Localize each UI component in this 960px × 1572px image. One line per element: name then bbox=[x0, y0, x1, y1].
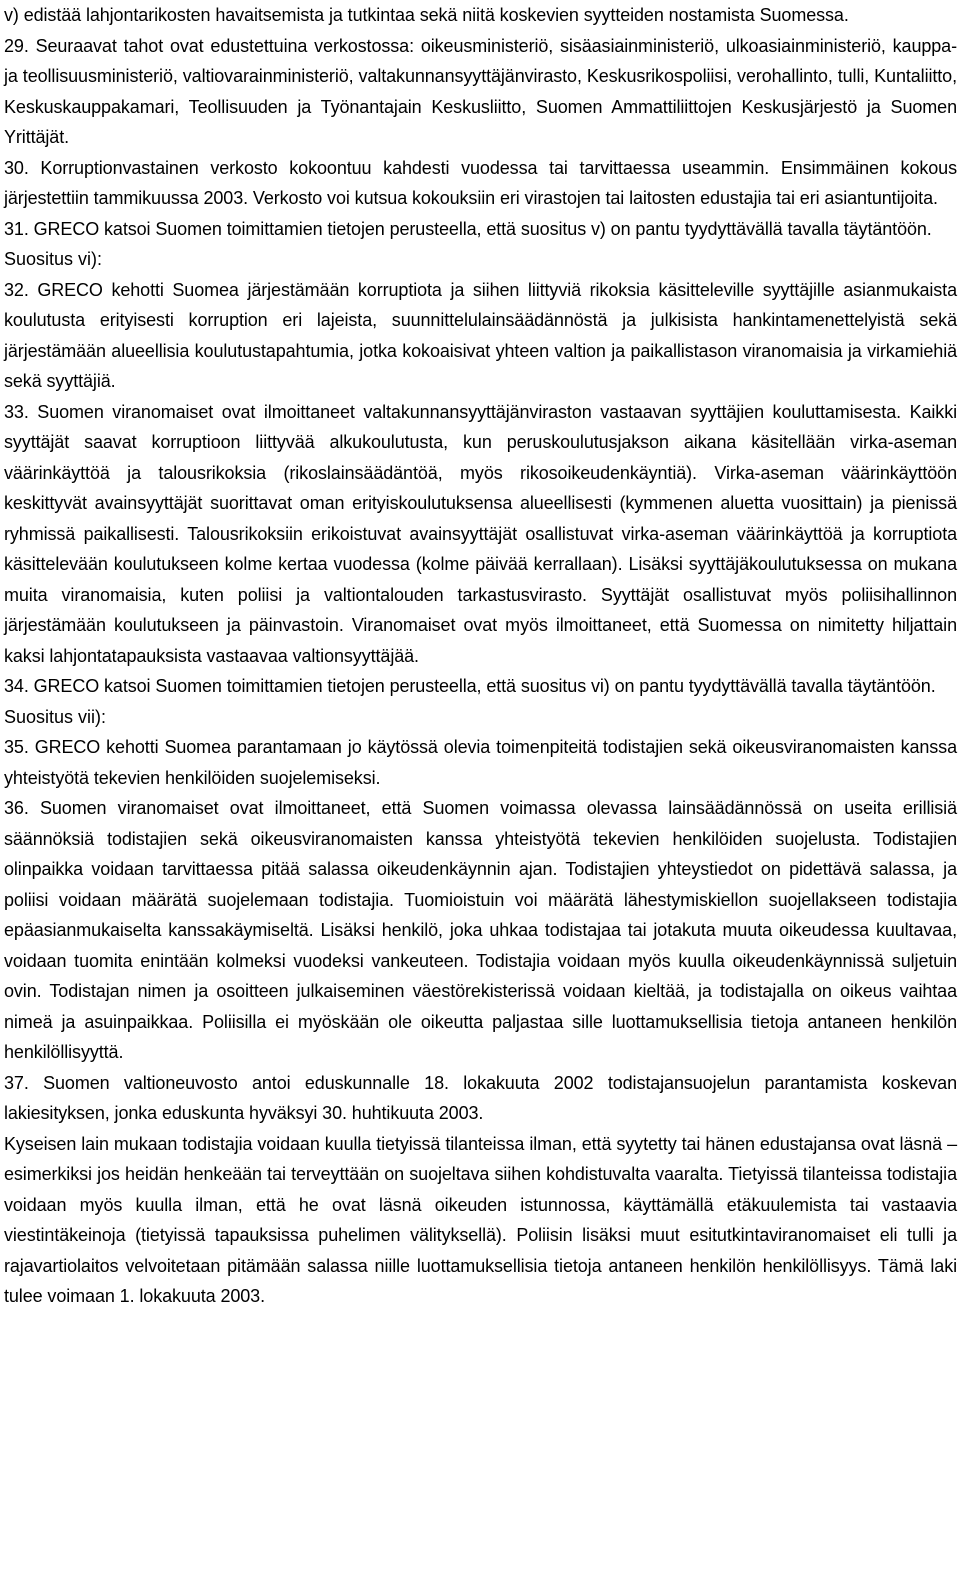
paragraph-36: 36. Suomen viranomaiset ovat ilmoittaneet, että Suomen voimassa olevassa lainsäädännössä on useita erillisiä säännöksiä todistajien sekä oikeusviranomaisten kanssa yhteistyötä tekevien henkilöiden suojelusta. Todistajien olinpaikka voidaan tarvittaessa pitää salassa oikeudenkäynnin ajan. Todistajien yhteystiedot on pidettävä salassa, ja poliisi voidaan määrätä suojelemaan todistajia. Tuomioistuin voi määrätä lähestymiskiellon suojellakseen todistajia epäasianmukaiselta kanssakäymiseltä. Lisäksi henkilö, joka uhkaa todistajaa tai jotakuta muuta oikeudessa kuultavaa, voidaan tuomita enintään kolmeksi vuodeksi vankeuteen. Todistajia voidaan myös kuulla oikeudenkäynnissä suljetuin ovin. Todistajan nimen ja osoitteen julkaiseminen väestörekisterissä voidaan kieltää, ja todistajalla on oikeus vaihtaa nimeä ja asuinpaikkaa. Poliisilla ei myöskään ole oikeutta paljastaa sille luottamuksellisia tietoja antaneen henkilön henkilöllisyyttä. bbox=[4, 798, 957, 1062]
paragraph-law-details: Kyseisen lain mukaan todistajia voidaan kuulla tietyissä tilanteissa ilman, että syytetty tai hänen edustajansa ovat läsnä – esimerkiksi jos heidän henkeään tai terveyttään on suojeltava siihen kohdistuvalta vaaralta. Tietyissä tilanteissa todistajia voidaan myös kuulla ilman, että he ovat läsnä oikeuden istunnossa, käyttämällä etäkuulemista tai vastaavia viestintäkeinoja (tietyissä tapauksissa puhelimen välityksellä). Poliisin lisäksi muut esitutkintaviranomaiset eli tulli ja rajavartiolaitos velvoitetaan pitämään salassa niille luottamuksellisia tietoja antaneen henkilön henkilöllisyys. Tämä laki tulee voimaan 1. lokakuuta 2003. bbox=[4, 1133, 957, 1306]
heading-recommendation-vii: Suositus vii): bbox=[4, 706, 107, 727]
heading-recommendation-vi: Suositus vi): bbox=[4, 249, 103, 269]
paragraph-35: 35. GRECO kehotti Suomea parantamaan jo käytössä olevia toimenpiteitä todistajien sekä oikeusviranomaisten kanssa yhteistyötä tekevien henkilöiden suojelemiseksi. bbox=[4, 737, 957, 788]
paragraph-34: 34. GRECO katsoi Suomen toimittamien tietojen perusteella, että suositus vi) on pantu tyydyttävällä tavalla täytäntöön. bbox=[4, 676, 936, 696]
paragraph-31: 31. GRECO katsoi Suomen toimittamien tietojen perusteella, että suositus v) on pantu tyydyttävällä tavalla täytäntöön. bbox=[4, 218, 932, 239]
paragraph-37: 37. Suomen valtioneuvosto antoi eduskunnalle 18. lokakuuta 2002 todistajansuojelun parantamista koskevan lakiesityksen, jonka eduskunta hyväksyi 30. huhtikuuta 2003. bbox=[4, 1072, 957, 1123]
paragraph-29: 29. Seuraavat tahot ovat edustettuina verkostossa: oikeusministeriö, sisäasiainministeriö, ulkoasiainministeriö, kauppa- ja teollisuusministeriö, valtiovarainministeriö, valtakunnansyyttäjänvirasto, Keskusrikospoliisi, verohallinto, tulli, Kuntaliitto, Keskuskauppakamari, Teollisuuden ja Työnantajain Keskusliitto, Suomen Ammattiliittojen Keskusjärjestö ja Suomen Yrittäjät. bbox=[4, 35, 957, 147]
paragraph-32: 32. GRECO kehotti Suomea järjestämään korruptiota ja siihen liittyviä rikoksia käsitteleville syyttäjille asianmukaista koulutusta erityisesti korruption eri lajeista, suunnittelulainsäädännöstä ja julkisista hankintamenettelyistä sekä järjestämään alueellisia koulutustapahtumia, jotka kokoaisivat yhteen valtion ja paikallistason viranomaisia ja virkamiehiä sekä syyttäjiä. bbox=[4, 279, 957, 391]
paragraph-recommendation-v-point: v) edistää lahjontarikosten havaitsemista ja tutkintaa sekä niitä koskevien syytteiden nostamista Suomessa. bbox=[4, 5, 849, 25]
paragraph-33: 33. Suomen viranomaiset ovat ilmoittaneet valtakunnansyyttäjänviraston vastaavan syyttäjien kouluttamisesta. Kaikki syyttäjät saavat korruptioon liittyvää alkukoulutusta, kun peruskoulutusjakson aikana käsitellään virka-aseman väärinkäyttöä ja talousrikoksia (rikoslainsäädäntöä, myös rikosoikeudenkäyntiä). Virka-aseman väärinkäyttöön keskittyvät avainsyyttäjät suorittavat oman erityiskoulutuksensa alueellisesti (kymmenen aluetta vuosittain) ja pienissä ryhmissä paikallisesti. Talousrikoksiin erikoistuvat avainsyyttäjät osallistuvat virka-aseman väärinkäyttöä ja korruptiota käsittelevään koulutukseen kolme kertaa vuodessa (kolme päivää kerrallaan). Lisäksi syyttäjäkoulutuksessa on mukana muita viranomaisia, kuten poliisi ja valtiontalouden tarkastusvirasto. Syyttäjät osallistuvat myös poliisihallinnon järjestämään koulutukseen ja päinvastoin. Viranomaiset ovat myös ilmoittaneet, että Suomessa on nimitetty hiljattain kaksi lahjontatapauksista vastaavaa valtionsyyttäjää. bbox=[4, 401, 957, 666]
paragraph-30: 30. Korruptionvastainen verkosto kokoontuu kahdesti vuodessa tai tarvittaessa useammin. Ensimmäinen kokous järjestettiin tammikuussa 2003. Verkosto voi kutsua kokouksiin eri virastojen tai laitosten edustajia tai eri asiantuntijoita. bbox=[4, 157, 957, 208]
